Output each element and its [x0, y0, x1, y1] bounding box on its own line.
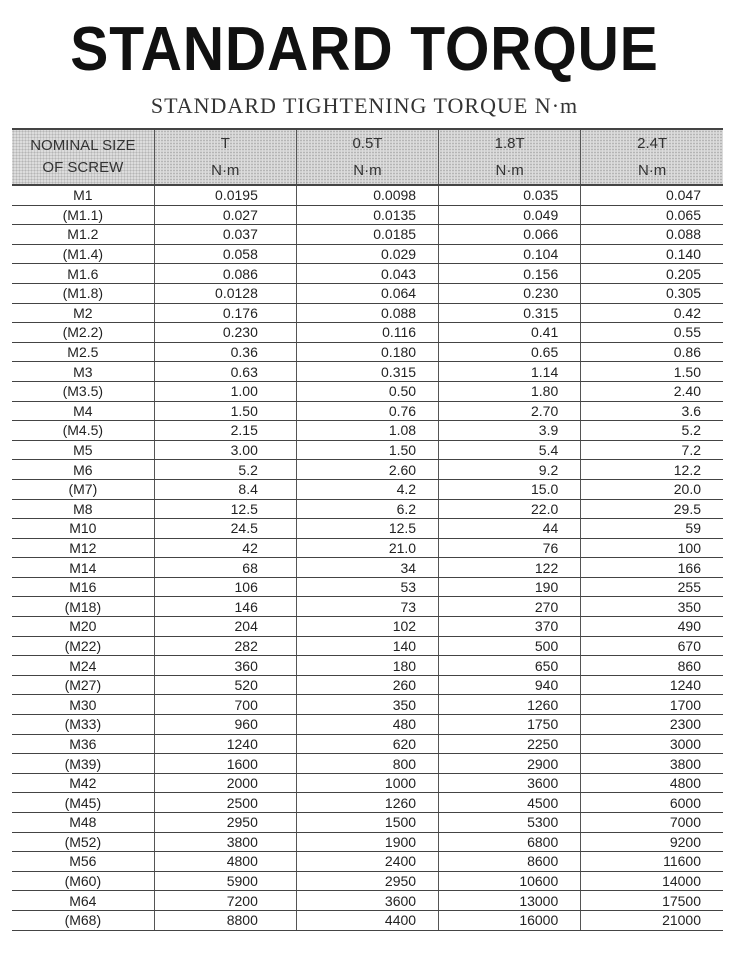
torque-0-5t: 0.116 — [296, 323, 438, 343]
torque-2-4t: 0.140 — [581, 244, 723, 264]
screw-size: (M1.1) — [12, 205, 154, 225]
screw-size: M30 — [12, 695, 154, 715]
torque-t: 2.15 — [154, 421, 296, 441]
table-row — [12, 519, 723, 539]
table-row — [12, 656, 723, 676]
torque-1-8t: 22.0 — [439, 499, 581, 519]
torque-0-5t: 6.2 — [296, 499, 438, 519]
torque-2-4t: 1240 — [581, 675, 723, 695]
torque-1-8t: 1750 — [439, 715, 581, 735]
torque-1-8t: 3.9 — [439, 421, 581, 441]
torque-0-5t: 800 — [296, 754, 438, 774]
header-unit: N·m — [154, 157, 296, 185]
torque-2-4t: 11600 — [581, 852, 723, 872]
table-row — [12, 695, 723, 715]
torque-t: 5900 — [154, 871, 296, 891]
table-row — [12, 362, 723, 382]
torque-0-5t: 0.315 — [296, 362, 438, 382]
torque-t: 0.0128 — [154, 283, 296, 303]
torque-1-8t: 10600 — [439, 871, 581, 891]
screw-size: M12 — [12, 538, 154, 558]
table-row — [12, 793, 723, 813]
torque-0-5t: 260 — [296, 675, 438, 695]
screw-size: (M39) — [12, 754, 154, 774]
torque-0-5t: 53 — [296, 577, 438, 597]
torque-2-4t: 2300 — [581, 715, 723, 735]
header-grade-1-8t: 1.8T — [439, 129, 581, 157]
torque-t: 2500 — [154, 793, 296, 813]
torque-table — [12, 128, 723, 931]
torque-t: 0.058 — [154, 244, 296, 264]
screw-size: (M68) — [12, 910, 154, 930]
screw-size: (M4.5) — [12, 421, 154, 441]
header-unit: N·m — [296, 157, 438, 185]
torque-t: 4800 — [154, 852, 296, 872]
torque-1-8t: 1260 — [439, 695, 581, 715]
screw-size: M16 — [12, 577, 154, 597]
torque-t: 282 — [154, 636, 296, 656]
torque-t: 0.36 — [154, 342, 296, 362]
table-row — [12, 891, 723, 911]
table-body — [12, 185, 723, 930]
torque-t: 0.0195 — [154, 185, 296, 205]
table-row — [12, 381, 723, 401]
torque-0-5t: 620 — [296, 734, 438, 754]
torque-0-5t: 34 — [296, 558, 438, 578]
torque-2-4t: 3000 — [581, 734, 723, 754]
torque-0-5t: 0.0135 — [296, 205, 438, 225]
torque-t: 0.086 — [154, 264, 296, 284]
header-grade-2-4t: 2.4T — [581, 129, 723, 157]
screw-size: M64 — [12, 891, 154, 911]
torque-2-4t: 255 — [581, 577, 723, 597]
torque-1-8t: 940 — [439, 675, 581, 695]
torque-t: 0.037 — [154, 225, 296, 245]
torque-2-4t: 29.5 — [581, 499, 723, 519]
torque-1-8t: 650 — [439, 656, 581, 676]
torque-2-4t: 100 — [581, 538, 723, 558]
torque-0-5t: 2950 — [296, 871, 438, 891]
table-row — [12, 460, 723, 480]
torque-1-8t: 0.230 — [439, 283, 581, 303]
torque-t: 1240 — [154, 734, 296, 754]
torque-1-8t: 500 — [439, 636, 581, 656]
screw-size: (M27) — [12, 675, 154, 695]
table-row — [12, 577, 723, 597]
table-row — [12, 244, 723, 264]
screw-size: M14 — [12, 558, 154, 578]
torque-0-5t: 1260 — [296, 793, 438, 813]
screw-size: M4 — [12, 401, 154, 421]
torque-1-8t: 76 — [439, 538, 581, 558]
screw-size: (M18) — [12, 597, 154, 617]
torque-1-8t: 0.049 — [439, 205, 581, 225]
torque-t: 42 — [154, 538, 296, 558]
torque-0-5t: 1000 — [296, 773, 438, 793]
table-row — [12, 225, 723, 245]
header-unit: N·m — [581, 157, 723, 185]
table-row — [12, 205, 723, 225]
torque-t: 960 — [154, 715, 296, 735]
torque-2-4t: 4800 — [581, 773, 723, 793]
screw-size: M24 — [12, 656, 154, 676]
torque-1-8t: 190 — [439, 577, 581, 597]
screw-size: M42 — [12, 773, 154, 793]
torque-2-4t: 1700 — [581, 695, 723, 715]
torque-1-8t: 3600 — [439, 773, 581, 793]
torque-t: 106 — [154, 577, 296, 597]
torque-0-5t: 0.088 — [296, 303, 438, 323]
table-row — [12, 538, 723, 558]
torque-1-8t: 1.14 — [439, 362, 581, 382]
screw-size: (M7) — [12, 479, 154, 499]
torque-2-4t: 2.40 — [581, 381, 723, 401]
screw-size: M2 — [12, 303, 154, 323]
torque-2-4t: 166 — [581, 558, 723, 578]
torque-0-5t: 480 — [296, 715, 438, 735]
header-grade-t: T — [154, 129, 296, 157]
torque-1-8t: 122 — [439, 558, 581, 578]
torque-1-8t: 1.80 — [439, 381, 581, 401]
table-row — [12, 754, 723, 774]
table-row — [12, 675, 723, 695]
torque-2-4t: 21000 — [581, 910, 723, 930]
torque-2-4t: 0.55 — [581, 323, 723, 343]
torque-1-8t: 13000 — [439, 891, 581, 911]
header-nominal-line2: OF SCREW — [42, 159, 124, 176]
torque-0-5t: 0.50 — [296, 381, 438, 401]
torque-t: 12.5 — [154, 499, 296, 519]
torque-1-8t: 16000 — [439, 910, 581, 930]
torque-2-4t: 14000 — [581, 871, 723, 891]
torque-1-8t: 2250 — [439, 734, 581, 754]
screw-size: M1.2 — [12, 225, 154, 245]
screw-size: M10 — [12, 519, 154, 539]
header-nominal-size — [12, 129, 154, 185]
torque-0-5t: 0.0098 — [296, 185, 438, 205]
table-row — [12, 342, 723, 362]
table-row — [12, 832, 723, 852]
torque-2-4t: 0.047 — [581, 185, 723, 205]
torque-2-4t: 3.6 — [581, 401, 723, 421]
torque-0-5t: 1.08 — [296, 421, 438, 441]
torque-2-4t: 12.2 — [581, 460, 723, 480]
screw-size: M56 — [12, 852, 154, 872]
torque-t: 0.027 — [154, 205, 296, 225]
torque-1-8t: 0.315 — [439, 303, 581, 323]
torque-t: 8800 — [154, 910, 296, 930]
torque-t: 3800 — [154, 832, 296, 852]
torque-2-4t: 6000 — [581, 793, 723, 813]
table-row — [12, 773, 723, 793]
torque-2-4t: 1.50 — [581, 362, 723, 382]
torque-0-5t: 0.029 — [296, 244, 438, 264]
torque-2-4t: 0.088 — [581, 225, 723, 245]
torque-2-4t: 670 — [581, 636, 723, 656]
torque-1-8t: 270 — [439, 597, 581, 617]
torque-2-4t: 9200 — [581, 832, 723, 852]
torque-t: 520 — [154, 675, 296, 695]
screw-size: M48 — [12, 813, 154, 833]
screw-size: (M22) — [12, 636, 154, 656]
torque-2-4t: 860 — [581, 656, 723, 676]
torque-2-4t: 59 — [581, 519, 723, 539]
torque-0-5t: 21.0 — [296, 538, 438, 558]
torque-t: 5.2 — [154, 460, 296, 480]
torque-t: 0.176 — [154, 303, 296, 323]
table-row — [12, 479, 723, 499]
torque-2-4t: 0.205 — [581, 264, 723, 284]
table-row — [12, 617, 723, 637]
torque-t: 0.63 — [154, 362, 296, 382]
torque-1-8t: 370 — [439, 617, 581, 637]
torque-t: 700 — [154, 695, 296, 715]
torque-t: 2000 — [154, 773, 296, 793]
table-row — [12, 401, 723, 421]
table-row — [12, 852, 723, 872]
torque-t: 2950 — [154, 813, 296, 833]
header-row-grades — [12, 129, 723, 157]
torque-0-5t: 4.2 — [296, 479, 438, 499]
torque-1-8t: 0.156 — [439, 264, 581, 284]
table-row — [12, 499, 723, 519]
table-row — [12, 813, 723, 833]
torque-1-8t: 5300 — [439, 813, 581, 833]
torque-t: 24.5 — [154, 519, 296, 539]
table-row — [12, 185, 723, 205]
screw-size: (M45) — [12, 793, 154, 813]
torque-2-4t: 350 — [581, 597, 723, 617]
table-row — [12, 303, 723, 323]
torque-1-8t: 5.4 — [439, 440, 581, 460]
table-header — [12, 129, 723, 185]
torque-0-5t: 1.50 — [296, 440, 438, 460]
header-grade-0-5t: 0.5T — [296, 129, 438, 157]
torque-0-5t: 0.064 — [296, 283, 438, 303]
torque-t: 0.230 — [154, 323, 296, 343]
screw-size: (M3.5) — [12, 381, 154, 401]
screw-size: M6 — [12, 460, 154, 480]
page-subtitle: STANDARD TIGHTENING TORQUE N·m — [150, 93, 579, 118]
torque-2-4t: 0.065 — [581, 205, 723, 225]
torque-2-4t: 0.86 — [581, 342, 723, 362]
screw-size: M5 — [12, 440, 154, 460]
torque-1-8t: 0.035 — [439, 185, 581, 205]
torque-t: 7200 — [154, 891, 296, 911]
torque-0-5t: 12.5 — [296, 519, 438, 539]
torque-0-5t: 3600 — [296, 891, 438, 911]
torque-t: 1.00 — [154, 381, 296, 401]
screw-size: (M1.4) — [12, 244, 154, 264]
torque-1-8t: 6800 — [439, 832, 581, 852]
torque-2-4t: 0.305 — [581, 283, 723, 303]
torque-2-4t: 3800 — [581, 754, 723, 774]
torque-t: 360 — [154, 656, 296, 676]
table-row — [12, 910, 723, 930]
table-row — [12, 734, 723, 754]
torque-0-5t: 1900 — [296, 832, 438, 852]
torque-1-8t: 2.70 — [439, 401, 581, 421]
torque-0-5t: 140 — [296, 636, 438, 656]
table-row — [12, 421, 723, 441]
header-unit: N·m — [439, 157, 581, 185]
torque-2-4t: 5.2 — [581, 421, 723, 441]
torque-0-5t: 102 — [296, 617, 438, 637]
torque-0-5t: 0.76 — [296, 401, 438, 421]
table-row — [12, 323, 723, 343]
screw-size: M20 — [12, 617, 154, 637]
table-row — [12, 636, 723, 656]
torque-t: 204 — [154, 617, 296, 637]
screw-size: M2.5 — [12, 342, 154, 362]
torque-1-8t: 0.65 — [439, 342, 581, 362]
screw-size: (M60) — [12, 871, 154, 891]
torque-1-8t: 9.2 — [439, 460, 581, 480]
torque-0-5t: 73 — [296, 597, 438, 617]
table-row — [12, 440, 723, 460]
torque-0-5t: 350 — [296, 695, 438, 715]
torque-0-5t: 0.043 — [296, 264, 438, 284]
torque-0-5t: 4400 — [296, 910, 438, 930]
torque-2-4t: 20.0 — [581, 479, 723, 499]
torque-0-5t: 180 — [296, 656, 438, 676]
screw-size: (M52) — [12, 832, 154, 852]
table-row — [12, 597, 723, 617]
torque-2-4t: 490 — [581, 617, 723, 637]
torque-1-8t: 0.104 — [439, 244, 581, 264]
table-row — [12, 715, 723, 735]
torque-1-8t: 0.41 — [439, 323, 581, 343]
page-title: STANDARD TORQUE — [70, 15, 659, 84]
table-row — [12, 558, 723, 578]
torque-2-4t: 7.2 — [581, 440, 723, 460]
torque-t: 1.50 — [154, 401, 296, 421]
torque-t: 146 — [154, 597, 296, 617]
screw-size: M8 — [12, 499, 154, 519]
table-row — [12, 871, 723, 891]
torque-t: 1600 — [154, 754, 296, 774]
torque-2-4t: 0.42 — [581, 303, 723, 323]
torque-2-4t: 17500 — [581, 891, 723, 911]
screw-size: M1 — [12, 185, 154, 205]
torque-1-8t: 2900 — [439, 754, 581, 774]
torque-1-8t: 8600 — [439, 852, 581, 872]
torque-1-8t: 44 — [439, 519, 581, 539]
screw-size: (M33) — [12, 715, 154, 735]
torque-1-8t: 4500 — [439, 793, 581, 813]
screw-size: (M1.8) — [12, 283, 154, 303]
torque-1-8t: 0.066 — [439, 225, 581, 245]
screw-size: M3 — [12, 362, 154, 382]
table-row — [12, 264, 723, 284]
torque-0-5t: 1500 — [296, 813, 438, 833]
torque-2-4t: 7000 — [581, 813, 723, 833]
torque-t: 68 — [154, 558, 296, 578]
torque-0-5t: 0.0185 — [296, 225, 438, 245]
torque-t: 3.00 — [154, 440, 296, 460]
header-nominal-line1: NOMINAL SIZE — [30, 137, 136, 154]
screw-size: M36 — [12, 734, 154, 754]
torque-0-5t: 0.180 — [296, 342, 438, 362]
torque-1-8t: 15.0 — [439, 479, 581, 499]
torque-0-5t: 2.60 — [296, 460, 438, 480]
table-row — [12, 283, 723, 303]
screw-size: M1.6 — [12, 264, 154, 284]
torque-0-5t: 2400 — [296, 852, 438, 872]
torque-t: 8.4 — [154, 479, 296, 499]
screw-size: (M2.2) — [12, 323, 154, 343]
